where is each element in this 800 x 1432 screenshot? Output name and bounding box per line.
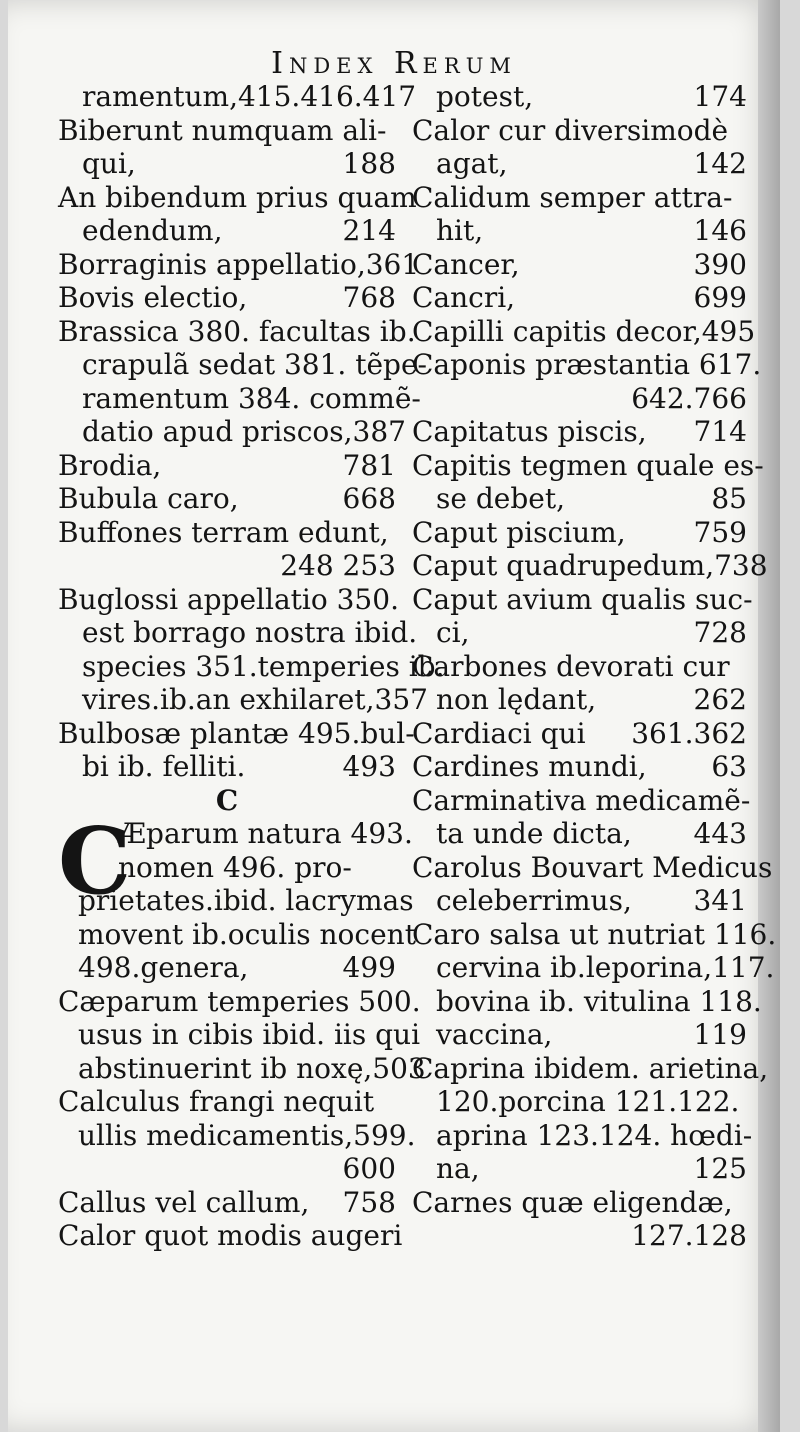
index-entry-line [58, 1219, 403, 1253]
index-entry-text: nomen 496. pro- [118, 850, 352, 884]
index-entry-text: est borrago nostra ibid. [82, 616, 418, 649]
index-page-number: 85 [711, 482, 747, 515]
index-entry-line [412, 683, 747, 717]
index-entry-line [58, 281, 396, 315]
index-entry-text: Caro salsa ut nutriat 116. [412, 917, 777, 951]
index-entry-line [412, 147, 747, 181]
index-entry-line [412, 1186, 747, 1220]
index-entry-line [412, 516, 747, 550]
index-entry-line [58, 449, 396, 483]
index-entry-line [412, 1018, 747, 1052]
index-entry-text: usus in cibis ibid. iis qui [78, 1018, 421, 1051]
index-entry-text: Calidum semper attra- [412, 180, 733, 214]
index-page-number: 699 [693, 281, 747, 314]
index-page-number: 262 [693, 683, 747, 716]
right-index-column [412, 80, 777, 1253]
index-entry-line [58, 1152, 396, 1186]
index-page-number: 758 [342, 1185, 396, 1219]
index-entry-line [58, 80, 417, 114]
index-entry-text: potest, [436, 80, 534, 113]
index-page-number: 248 253 [280, 549, 396, 582]
index-entry-line [412, 214, 747, 248]
index-entry-line [412, 850, 773, 885]
index-entry-line [412, 582, 753, 617]
index-entry-text: ci, [436, 616, 470, 649]
index-entry-text: Æparum natura 493. [118, 817, 413, 850]
index-entry-line [412, 884, 747, 918]
index-entry-text: Cardiaci qui [412, 716, 586, 750]
index-entry-text: Capitis tegmen quale es- [412, 448, 764, 482]
index-entry-text: 498.genera, [78, 951, 249, 984]
index-entry-text: Cancri, [412, 281, 516, 314]
index-page-number: 493 [342, 750, 396, 783]
dropcap-section [58, 807, 426, 1253]
index-page-number: 600 [342, 1152, 396, 1185]
index-entry-line [58, 214, 396, 248]
index-page-number: 387 [352, 415, 406, 448]
index-entry-line [412, 984, 762, 1019]
index-entry-line [58, 549, 396, 583]
index-entry-text: ta unde dicta, [436, 817, 632, 850]
index-entry-text: Cardines mundi, [412, 750, 647, 783]
index-page-number: 341 [693, 884, 747, 917]
index-entry-text: bi ib. felliti. [82, 750, 246, 783]
index-entry-line [58, 951, 396, 985]
index-entry-line [412, 1118, 753, 1153]
index-entry-text: Callus vel callum, [58, 1185, 310, 1219]
index-entry-text: aprina 123.124. hœdi- [436, 1118, 753, 1152]
index-entry-text: Caput quadrupedum,738 [412, 549, 768, 582]
index-page-number: 125 [693, 1152, 747, 1185]
index-entry-text: Bulbosæ plantæ 495.bul- [58, 716, 415, 750]
index-entry-line [412, 415, 747, 449]
index-entry-text: hit, [436, 214, 484, 247]
index-entry-line [412, 382, 747, 416]
index-entry-line [58, 851, 396, 885]
index-entry-line [58, 516, 396, 550]
index-page-number: 361.362 [631, 716, 747, 750]
index-page-number: 142 [693, 147, 747, 180]
index-entry-line [412, 549, 768, 583]
index-entry-text: Carminativa medicamẽ- [412, 783, 751, 817]
index-page-number: 188 [342, 147, 396, 180]
index-entry-line [412, 951, 775, 985]
index-entry-line [412, 114, 747, 148]
index-entry-text: Calor quot modis augeri [58, 1219, 403, 1252]
index-entry-text: Buglossi appellatio 350. [58, 582, 399, 616]
index-entry-text: cervina ib.leporina,117. [436, 951, 775, 984]
index-entry-text: celeberrimus, [436, 884, 632, 917]
index-entry-text: agat, [436, 147, 508, 180]
index-entry-line [58, 247, 420, 282]
index-entry-text: non lędant, [436, 683, 597, 716]
index-entry-text: Carnes quæ eligendæ, [412, 1185, 733, 1219]
index-page-number: 63 [711, 750, 747, 783]
index-page-number: 390 [693, 247, 747, 281]
index-entry-text: ramentum 384. commẽ- [82, 381, 421, 415]
index-entry-text: Biberunt numquam ali- [58, 113, 387, 147]
index-page-number: 146 [693, 214, 747, 247]
index-entry-text: Caput piscium, [412, 515, 626, 549]
page-edge-shadow [758, 0, 780, 1432]
index-entry-line [58, 147, 396, 181]
index-entry-text: Bubula caro, [58, 482, 239, 515]
index-entry-line [58, 683, 428, 717]
index-entry-line [412, 1219, 747, 1253]
index-entry-line [58, 716, 415, 751]
index-entry-text: vaccina, [436, 1018, 553, 1051]
index-entry-text: Calor cur diversimodè [412, 113, 729, 147]
index-entry-text: ullis medicamentis,599. [78, 1118, 416, 1152]
index-entry-text: vires.ib.an exhilaret,357 [82, 683, 428, 716]
index-entry-text: Caput avium qualis suc- [412, 582, 753, 616]
index-entry-text: Brodia, [58, 448, 162, 482]
section-letter-heading: C [215, 783, 239, 817]
index-page-number: 781 [342, 448, 396, 482]
index-entry-text: Capilli capitis decor, [412, 314, 702, 348]
index-entry-line [58, 1085, 396, 1119]
index-entry-text: se debet, [436, 482, 565, 515]
index-entry-line [412, 482, 747, 516]
index-entry-text: species 351.temperies ib. [82, 649, 445, 683]
index-entry-text: Brassica 380. facultas ib. [58, 314, 416, 348]
page-header: Index Rerum [271, 46, 517, 81]
index-page-number: 768 [342, 281, 396, 314]
index-page-number: 668 [342, 482, 396, 515]
index-entry-text: crapulã sedat 381. tẽpe- [82, 348, 427, 381]
index-page-number: 714 [693, 415, 747, 448]
index-entry-text: Bovis electio, [58, 281, 248, 314]
index-entry-line [412, 281, 747, 315]
index-entry-line [412, 1152, 747, 1186]
index-entry-text: Capitatus piscis, [412, 415, 647, 448]
index-page-number: 495 [701, 314, 756, 348]
index-entry-text: Borraginis appellatio,361 [58, 247, 420, 281]
index-page-number: 119 [693, 1018, 747, 1051]
index-entry-line [58, 884, 414, 918]
index-entry-line [58, 582, 399, 617]
index-entry-line [58, 1118, 416, 1153]
index-entry-line [58, 415, 406, 449]
index-entry-line [412, 783, 751, 818]
drop-capital: C [58, 807, 132, 915]
index-entry-text: movent ib.oculis nocent [78, 917, 416, 951]
index-entry-text: Buffones terram edunt, [58, 515, 389, 549]
index-entry-line [412, 1051, 769, 1086]
index-page-number: 728 [693, 616, 747, 649]
index-entry-text: Caponis præstantia 617. [412, 348, 762, 381]
index-entry-text: datio apud priscos, [82, 415, 353, 448]
book-page [8, 0, 780, 1432]
index-entry-line [58, 314, 416, 349]
index-entry-line [58, 984, 421, 1019]
index-entry-text: na, [436, 1152, 480, 1185]
index-entry-text: prietates.ibid. lacrymas [78, 884, 414, 917]
index-entry-line [58, 917, 416, 952]
index-entry-line [412, 750, 747, 784]
index-entry-line [58, 1018, 421, 1052]
index-entry-line [412, 917, 777, 952]
index-entry-text: An bibendum prius quam [58, 180, 417, 214]
left-index-column [58, 80, 445, 1253]
index-entry-text: ramentum,415.416.417 [82, 80, 417, 113]
index-entry-line [412, 817, 747, 851]
index-page-number: 642.766 [631, 381, 747, 415]
index-page-number: 214 [342, 214, 396, 247]
index-page-number: 443 [693, 817, 747, 850]
index-entry-line [58, 649, 445, 684]
index-page-number: 499 [342, 951, 396, 984]
index-entry-line [58, 817, 413, 851]
index-entry-line [58, 1186, 396, 1220]
index-entry-text: Calculus frangi nequit [58, 1085, 375, 1118]
index-entry-text: Cancer, [412, 247, 520, 281]
index-entry-line [58, 750, 396, 784]
index-entry-line [412, 1085, 747, 1119]
index-entry-line [412, 448, 764, 483]
index-entry-line [412, 181, 747, 215]
index-page-number: 127.128 [631, 1219, 747, 1252]
index-entry-line [412, 348, 762, 382]
index-entry-text: Carolus Bouvart Medicus [412, 850, 773, 884]
index-entry-line [58, 348, 427, 382]
index-entry-line [58, 114, 396, 148]
index-entry-line [412, 717, 747, 751]
index-entry-line [412, 80, 747, 114]
index-entry-line [58, 482, 396, 516]
index-entry-text: qui, [82, 147, 136, 180]
index-entry-line [412, 650, 747, 684]
index-entry-text: 120.porcina 121.122. [436, 1085, 740, 1118]
index-entry-text: Caprina ibidem. arietina, [412, 1051, 769, 1085]
index-entry-text: bovina ib. vitulina 118. [436, 984, 762, 1018]
index-entry-text: Cæparum temperies 500. [58, 984, 421, 1018]
index-page-number: 759 [693, 515, 747, 549]
index-entry-line [412, 616, 747, 650]
index-entry-line [412, 314, 756, 349]
index-page-number: 174 [693, 80, 747, 113]
index-entry-line [58, 381, 421, 416]
index-entry-line [58, 180, 417, 215]
index-entry-line [58, 616, 418, 650]
index-entry-line [412, 248, 747, 282]
index-entry-line [58, 1051, 426, 1086]
index-entry-text: abstinuerint ib noxę,503 [78, 1051, 426, 1085]
index-entry-text: edendum, [82, 214, 223, 247]
index-entry-text: Carbones devorati cur [412, 649, 730, 683]
